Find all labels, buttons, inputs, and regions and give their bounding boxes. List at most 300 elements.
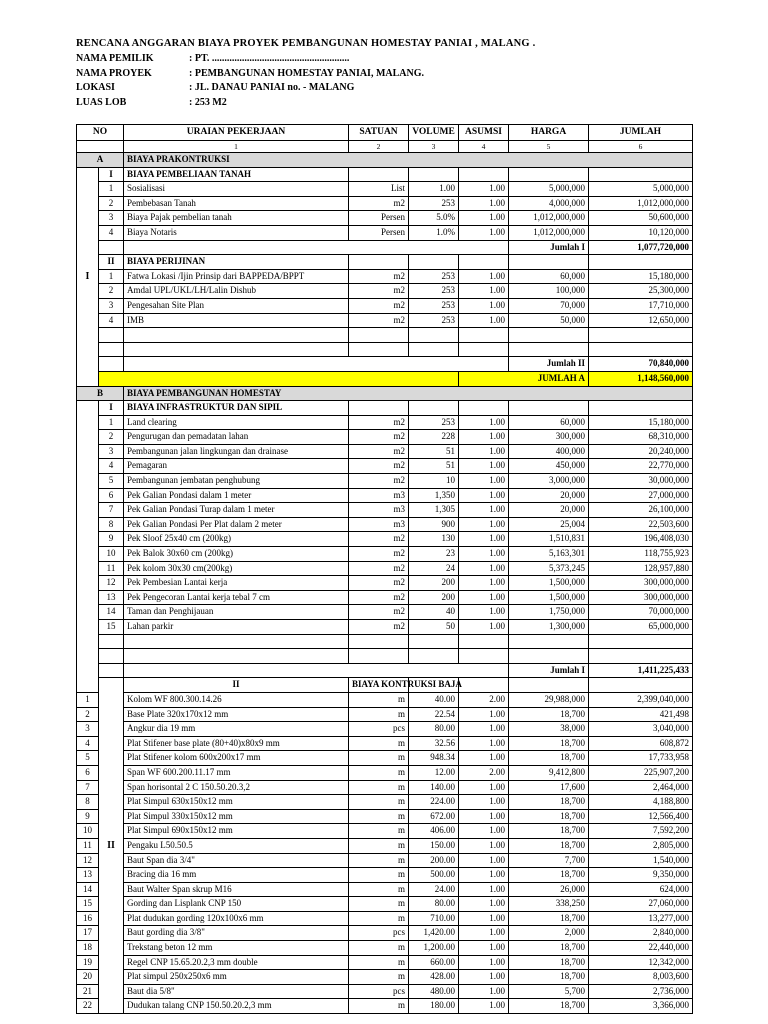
item-number: 2 [99, 196, 124, 211]
table-row [77, 838, 693, 853]
item-number: 22 [77, 999, 99, 1014]
item-number: 12 [77, 853, 99, 868]
item-jumlah: 225,907,200 [589, 765, 693, 780]
item-description: Span WF 600.200.11.17 mm [124, 765, 349, 780]
item-harga: 25,004 [509, 517, 589, 532]
item-description: Baut Span dia 3/4" [124, 853, 349, 868]
item-number: 15 [99, 620, 124, 635]
item-asumsi: 1.00 [459, 838, 509, 853]
item-harga: 1,500,000 [509, 590, 589, 605]
item-number: 9 [99, 532, 124, 547]
project-info-row [76, 97, 424, 112]
item-unit: List [349, 182, 409, 197]
item-harga: 29,988,000 [509, 692, 589, 707]
empty-cell [589, 678, 693, 693]
item-volume: 200 [409, 590, 459, 605]
item-jumlah: 421,498 [589, 707, 693, 722]
item-asumsi: 1.00 [459, 941, 509, 956]
item-unit: Persen [349, 211, 409, 226]
item-number: 19 [77, 955, 99, 970]
item-asumsi: 1.00 [459, 517, 509, 532]
item-asumsi: 1.00 [459, 503, 509, 518]
item-jumlah: 68,310,000 [589, 430, 693, 445]
item-jumlah: 17,733,958 [589, 751, 693, 766]
empty-cell [509, 649, 589, 664]
item-number: 6 [77, 765, 99, 780]
item-harga: 18,700 [509, 751, 589, 766]
item-harga: 2,000 [509, 926, 589, 941]
item-asumsi: 1.00 [459, 868, 509, 883]
table-row [77, 313, 693, 328]
empty-cell [99, 634, 124, 649]
item-unit: m [349, 853, 409, 868]
col-header-no: NO [77, 125, 124, 141]
item-jumlah: 1,540,000 [589, 853, 693, 868]
item-harga: 18,700 [509, 999, 589, 1014]
item-jumlah: 12,342,000 [589, 955, 693, 970]
item-number: 4 [99, 225, 124, 240]
item-harga: 1,510,831 [509, 532, 589, 547]
item-asumsi: 1.00 [459, 984, 509, 999]
total-row [77, 663, 693, 678]
item-asumsi: 1.00 [459, 590, 509, 605]
empty-cell [509, 678, 589, 693]
group-header-row [77, 401, 693, 416]
item-volume: 253 [409, 415, 459, 430]
table-row [77, 751, 693, 766]
empty-cell [409, 634, 459, 649]
item-volume: 130 [409, 532, 459, 547]
item-jumlah: 25,300,000 [589, 284, 693, 299]
item-harga: 18,700 [509, 809, 589, 824]
item-volume: 40 [409, 605, 459, 620]
item-unit: m2 [349, 532, 409, 547]
item-jumlah: 196,408,030 [589, 532, 693, 547]
item-jumlah: 300,000,000 [589, 576, 693, 591]
table-row [77, 897, 693, 912]
item-unit: pcs [349, 926, 409, 941]
item-jumlah: 26,100,000 [589, 503, 693, 518]
empty-cell [124, 634, 349, 649]
info-label: NAMA PROYEK [76, 67, 152, 79]
item-harga: 18,700 [509, 838, 589, 853]
item-description: Pek Galian Pondasi Turap dalam 1 meter [124, 503, 349, 518]
item-harga: 50,000 [509, 313, 589, 328]
total-label: Jumlah I [509, 663, 589, 678]
item-number: 7 [99, 503, 124, 518]
empty-cell [509, 255, 589, 270]
item-asumsi: 1.00 [459, 547, 509, 562]
item-number: 13 [99, 590, 124, 605]
item-description: Biaya Pajak pembelian tanah [124, 211, 349, 226]
empty-row [77, 634, 693, 649]
item-jumlah: 20,240,000 [589, 444, 693, 459]
item-number: 8 [77, 795, 99, 810]
item-jumlah: 65,000,000 [589, 620, 693, 635]
item-jumlah: 4,188,800 [589, 795, 693, 810]
item-jumlah: 13,277,000 [589, 911, 693, 926]
item-description: Baut gording dia 3/8" [124, 926, 349, 941]
group-code: II [99, 255, 124, 270]
item-volume: 12.00 [409, 765, 459, 780]
group-header-row [77, 167, 693, 182]
item-volume: 1,305 [409, 503, 459, 518]
empty-cell [99, 371, 459, 386]
item-description: Pengurugan dan pemadatan lahan [124, 430, 349, 445]
item-description: Lahan parkir [124, 620, 349, 635]
table-row [77, 926, 693, 941]
item-unit: m2 [349, 415, 409, 430]
col-header-harga: HARGA [509, 125, 589, 141]
item-number: 17 [77, 926, 99, 941]
item-description: Bracing dia 16 mm [124, 868, 349, 883]
empty-cell [459, 328, 509, 343]
item-description: Pek Balok 30x60 cm (200kg) [124, 547, 349, 562]
empty-cell [349, 255, 409, 270]
item-volume: 253 [409, 196, 459, 211]
item-number: 11 [99, 561, 124, 576]
item-number: 8 [99, 517, 124, 532]
item-volume: 253 [409, 298, 459, 313]
table-row [77, 474, 693, 489]
item-unit: m2 [349, 444, 409, 459]
item-description: Pek Galian Pondasi Per Plat dalam 2 meter [124, 517, 349, 532]
item-number: 16 [77, 911, 99, 926]
section-row [77, 153, 693, 168]
item-jumlah: 5,000,000 [589, 182, 693, 197]
item-harga: 18,700 [509, 970, 589, 985]
group-header-row [77, 678, 693, 693]
item-volume: 224.00 [409, 795, 459, 810]
item-unit: m [349, 809, 409, 824]
item-volume: 23 [409, 547, 459, 562]
table-row [77, 882, 693, 897]
empty-cell [77, 401, 99, 693]
group-code: I [99, 401, 124, 416]
item-unit: m2 [349, 547, 409, 562]
item-description: IMB [124, 313, 349, 328]
item-harga: 1,750,000 [509, 605, 589, 620]
table-row [77, 795, 693, 810]
empty-cell [589, 649, 693, 664]
item-jumlah: 22,503,600 [589, 517, 693, 532]
item-number: 21 [77, 984, 99, 999]
item-unit: m [349, 882, 409, 897]
item-harga: 4,000,000 [509, 196, 589, 211]
total-value: 70,840,000 [589, 357, 693, 372]
section-title: BIAYA PEMBANGUNAN HOMESTAY [124, 386, 693, 401]
empty-cell [509, 167, 589, 182]
item-harga: 100,000 [509, 284, 589, 299]
grand-total-row [77, 371, 693, 386]
item-description: Sosialisasi [124, 182, 349, 197]
total-label: Jumlah I [509, 240, 589, 255]
col-header-volume: VOLUME [409, 125, 459, 141]
item-harga: 18,700 [509, 736, 589, 751]
item-number: 3 [77, 722, 99, 737]
empty-cell [409, 328, 459, 343]
table-row [77, 941, 693, 956]
item-volume: 900 [409, 517, 459, 532]
table-row [77, 532, 693, 547]
empty-cell [124, 240, 509, 255]
item-jumlah: 10,120,000 [589, 225, 693, 240]
project-info-row [76, 82, 424, 97]
table-row [77, 211, 693, 226]
group-title: BIAYA KONTRUKSI BAJA [349, 678, 409, 693]
item-description: Pembebasan Tanah [124, 196, 349, 211]
item-number: 1 [99, 182, 124, 197]
item-volume: 672.00 [409, 809, 459, 824]
item-number: 2 [99, 430, 124, 445]
table-row [77, 911, 693, 926]
item-harga: 7,700 [509, 853, 589, 868]
item-description: Plat simpul 250x250x6 mm [124, 970, 349, 985]
info-label: NAMA PEMILIK [76, 53, 154, 64]
item-description: Pemagaran [124, 459, 349, 474]
info-value: : PEMBANGUNAN HOMESTAY PANIAI, MALANG. [189, 67, 424, 79]
item-harga: 9,412,800 [509, 765, 589, 780]
item-number: 3 [99, 298, 124, 313]
item-harga: 450,000 [509, 459, 589, 474]
item-unit: m [349, 692, 409, 707]
item-harga: 1,012,000,000 [509, 211, 589, 226]
section-roman-numeral: II [99, 678, 124, 1014]
item-asumsi: 1.00 [459, 722, 509, 737]
item-volume: 140.00 [409, 780, 459, 795]
item-asumsi: 1.00 [459, 955, 509, 970]
item-jumlah: 15,180,000 [589, 415, 693, 430]
item-unit: m2 [349, 196, 409, 211]
group-code: II [124, 678, 349, 693]
table-row [77, 182, 693, 197]
col-number: 2 [349, 141, 409, 153]
item-description: Pengaku L50.50.5 [124, 838, 349, 853]
table-row [77, 605, 693, 620]
item-asumsi: 2.00 [459, 692, 509, 707]
table-row [77, 284, 693, 299]
item-asumsi: 1.00 [459, 488, 509, 503]
table-row [77, 970, 693, 985]
item-volume: 32.56 [409, 736, 459, 751]
item-asumsi: 1.00 [459, 853, 509, 868]
empty-cell [589, 328, 693, 343]
item-asumsi: 1.00 [459, 882, 509, 897]
empty-cell [459, 678, 509, 693]
item-unit: m2 [349, 459, 409, 474]
item-harga: 338,250 [509, 897, 589, 912]
item-unit: m [349, 707, 409, 722]
empty-cell [589, 255, 693, 270]
item-number: 4 [99, 313, 124, 328]
table-row [77, 459, 693, 474]
item-description: Plat Stifener kolom 600x200x17 mm [124, 751, 349, 766]
table-row [77, 692, 693, 707]
item-description: Taman dan Penghijauan [124, 605, 349, 620]
item-unit: m2 [349, 576, 409, 591]
info-label: LOKASI [76, 82, 115, 93]
item-unit: m [349, 911, 409, 926]
table-row [77, 415, 693, 430]
table-row [77, 736, 693, 751]
item-harga: 38,000 [509, 722, 589, 737]
item-asumsi: 1.00 [459, 196, 509, 211]
project-info [76, 53, 424, 111]
item-number: 13 [77, 868, 99, 883]
item-description: Pek kolom 30x30 cm(200kg) [124, 561, 349, 576]
item-unit: m3 [349, 488, 409, 503]
empty-cell [409, 167, 459, 182]
item-harga: 400,000 [509, 444, 589, 459]
item-number: 15 [77, 897, 99, 912]
item-asumsi: 1.00 [459, 605, 509, 620]
item-number: 11 [77, 838, 99, 853]
info-label: LUAS LOB [76, 96, 127, 108]
item-asumsi: 1.00 [459, 459, 509, 474]
group-header-row [77, 255, 693, 270]
table-row [77, 196, 693, 211]
col-number: 6 [589, 141, 693, 153]
item-volume: 5.0% [409, 211, 459, 226]
item-volume: 200 [409, 576, 459, 591]
item-number: 5 [99, 474, 124, 489]
item-harga: 1,500,000 [509, 576, 589, 591]
item-number: 10 [99, 547, 124, 562]
grand-total-value: 1,148,560,000 [589, 371, 693, 386]
empty-cell [99, 357, 124, 372]
item-unit: pcs [349, 984, 409, 999]
item-number: 3 [99, 444, 124, 459]
table-row [77, 999, 693, 1014]
grand-total-label: JUMLAH A [459, 371, 589, 386]
col-header-uraian: URAIAN PEKERJAAN [124, 125, 349, 141]
item-unit: m [349, 780, 409, 795]
empty-cell [589, 634, 693, 649]
item-description: Baut Walter Span skrup M16 [124, 882, 349, 897]
total-label: Jumlah II [509, 357, 589, 372]
item-unit: m [349, 751, 409, 766]
item-jumlah: 2,840,000 [589, 926, 693, 941]
item-unit: m [349, 955, 409, 970]
item-number: 12 [99, 576, 124, 591]
section-roman-numeral: I [77, 167, 99, 386]
item-unit: m [349, 824, 409, 839]
col-number: 3 [409, 141, 459, 153]
table-row [77, 809, 693, 824]
item-unit: pcs [349, 722, 409, 737]
item-unit: m2 [349, 298, 409, 313]
empty-cell [349, 401, 409, 416]
item-description: Plat Stifener base plate (80+40)x80x9 mm [124, 736, 349, 751]
table-row [77, 488, 693, 503]
col-number: 5 [509, 141, 589, 153]
item-unit: m [349, 838, 409, 853]
empty-cell [349, 342, 409, 357]
empty-cell [589, 401, 693, 416]
table-row [77, 225, 693, 240]
item-asumsi: 1.00 [459, 751, 509, 766]
total-value: 1,411,225,433 [589, 663, 693, 678]
item-description: Gording dan Lisplank CNP 150 [124, 897, 349, 912]
item-harga: 18,700 [509, 868, 589, 883]
table-row [77, 517, 693, 532]
item-description: Amdal UPL/UKL/LH/Lalin Dishub [124, 284, 349, 299]
table-row [77, 824, 693, 839]
table-row [77, 620, 693, 635]
item-volume: 253 [409, 269, 459, 284]
item-volume: 51 [409, 444, 459, 459]
item-harga: 70,000 [509, 298, 589, 313]
table-row [77, 547, 693, 562]
table-row [77, 590, 693, 605]
item-jumlah: 624,000 [589, 882, 693, 897]
item-volume: 50 [409, 620, 459, 635]
table-row [77, 780, 693, 795]
item-asumsi: 1.00 [459, 182, 509, 197]
item-volume: 24 [409, 561, 459, 576]
item-volume: 40.00 [409, 692, 459, 707]
total-row [77, 357, 693, 372]
empty-cell [99, 663, 124, 678]
item-unit: m2 [349, 620, 409, 635]
item-asumsi: 1.00 [459, 780, 509, 795]
item-jumlah: 22,770,000 [589, 459, 693, 474]
empty-cell [99, 649, 124, 664]
item-asumsi: 1.00 [459, 824, 509, 839]
item-volume: 80.00 [409, 897, 459, 912]
section-row [77, 386, 693, 401]
empty-cell [349, 167, 409, 182]
item-number: 5 [77, 751, 99, 766]
empty-cell [99, 328, 124, 343]
empty-cell [124, 342, 349, 357]
item-volume: 180.00 [409, 999, 459, 1014]
item-jumlah: 30,000,000 [589, 474, 693, 489]
empty-cell [409, 649, 459, 664]
item-jumlah: 27,000,000 [589, 488, 693, 503]
item-asumsi: 1.00 [459, 313, 509, 328]
item-number: 1 [99, 415, 124, 430]
item-unit: m [349, 795, 409, 810]
info-value: : PT. ....................................................... [189, 53, 350, 64]
item-asumsi: 1.00 [459, 415, 509, 430]
item-description: Pek Sloof 25x40 cm (200kg) [124, 532, 349, 547]
item-harga: 17,600 [509, 780, 589, 795]
item-harga: 18,700 [509, 911, 589, 926]
budget-table [76, 124, 693, 1014]
item-unit: m2 [349, 430, 409, 445]
empty-row [77, 328, 693, 343]
item-volume: 22.54 [409, 707, 459, 722]
col-header-jumlah: JUMLAH [589, 125, 693, 141]
table-row [77, 561, 693, 576]
info-value: : JL. DANAU PANIAI no. - MALANG [189, 82, 355, 93]
item-volume: 10 [409, 474, 459, 489]
item-unit: Persen [349, 225, 409, 240]
item-description: Plat Simpul 630x150x12 mm [124, 795, 349, 810]
item-asumsi: 1.00 [459, 736, 509, 751]
empty-row [77, 342, 693, 357]
item-unit: m [349, 765, 409, 780]
table-row [77, 503, 693, 518]
item-unit: m [349, 897, 409, 912]
item-asumsi: 1.00 [459, 444, 509, 459]
item-jumlah: 12,566,400 [589, 809, 693, 824]
item-harga: 20,000 [509, 503, 589, 518]
section-code: A [77, 153, 124, 168]
group-code: I [99, 167, 124, 182]
table-header-row [77, 125, 693, 141]
